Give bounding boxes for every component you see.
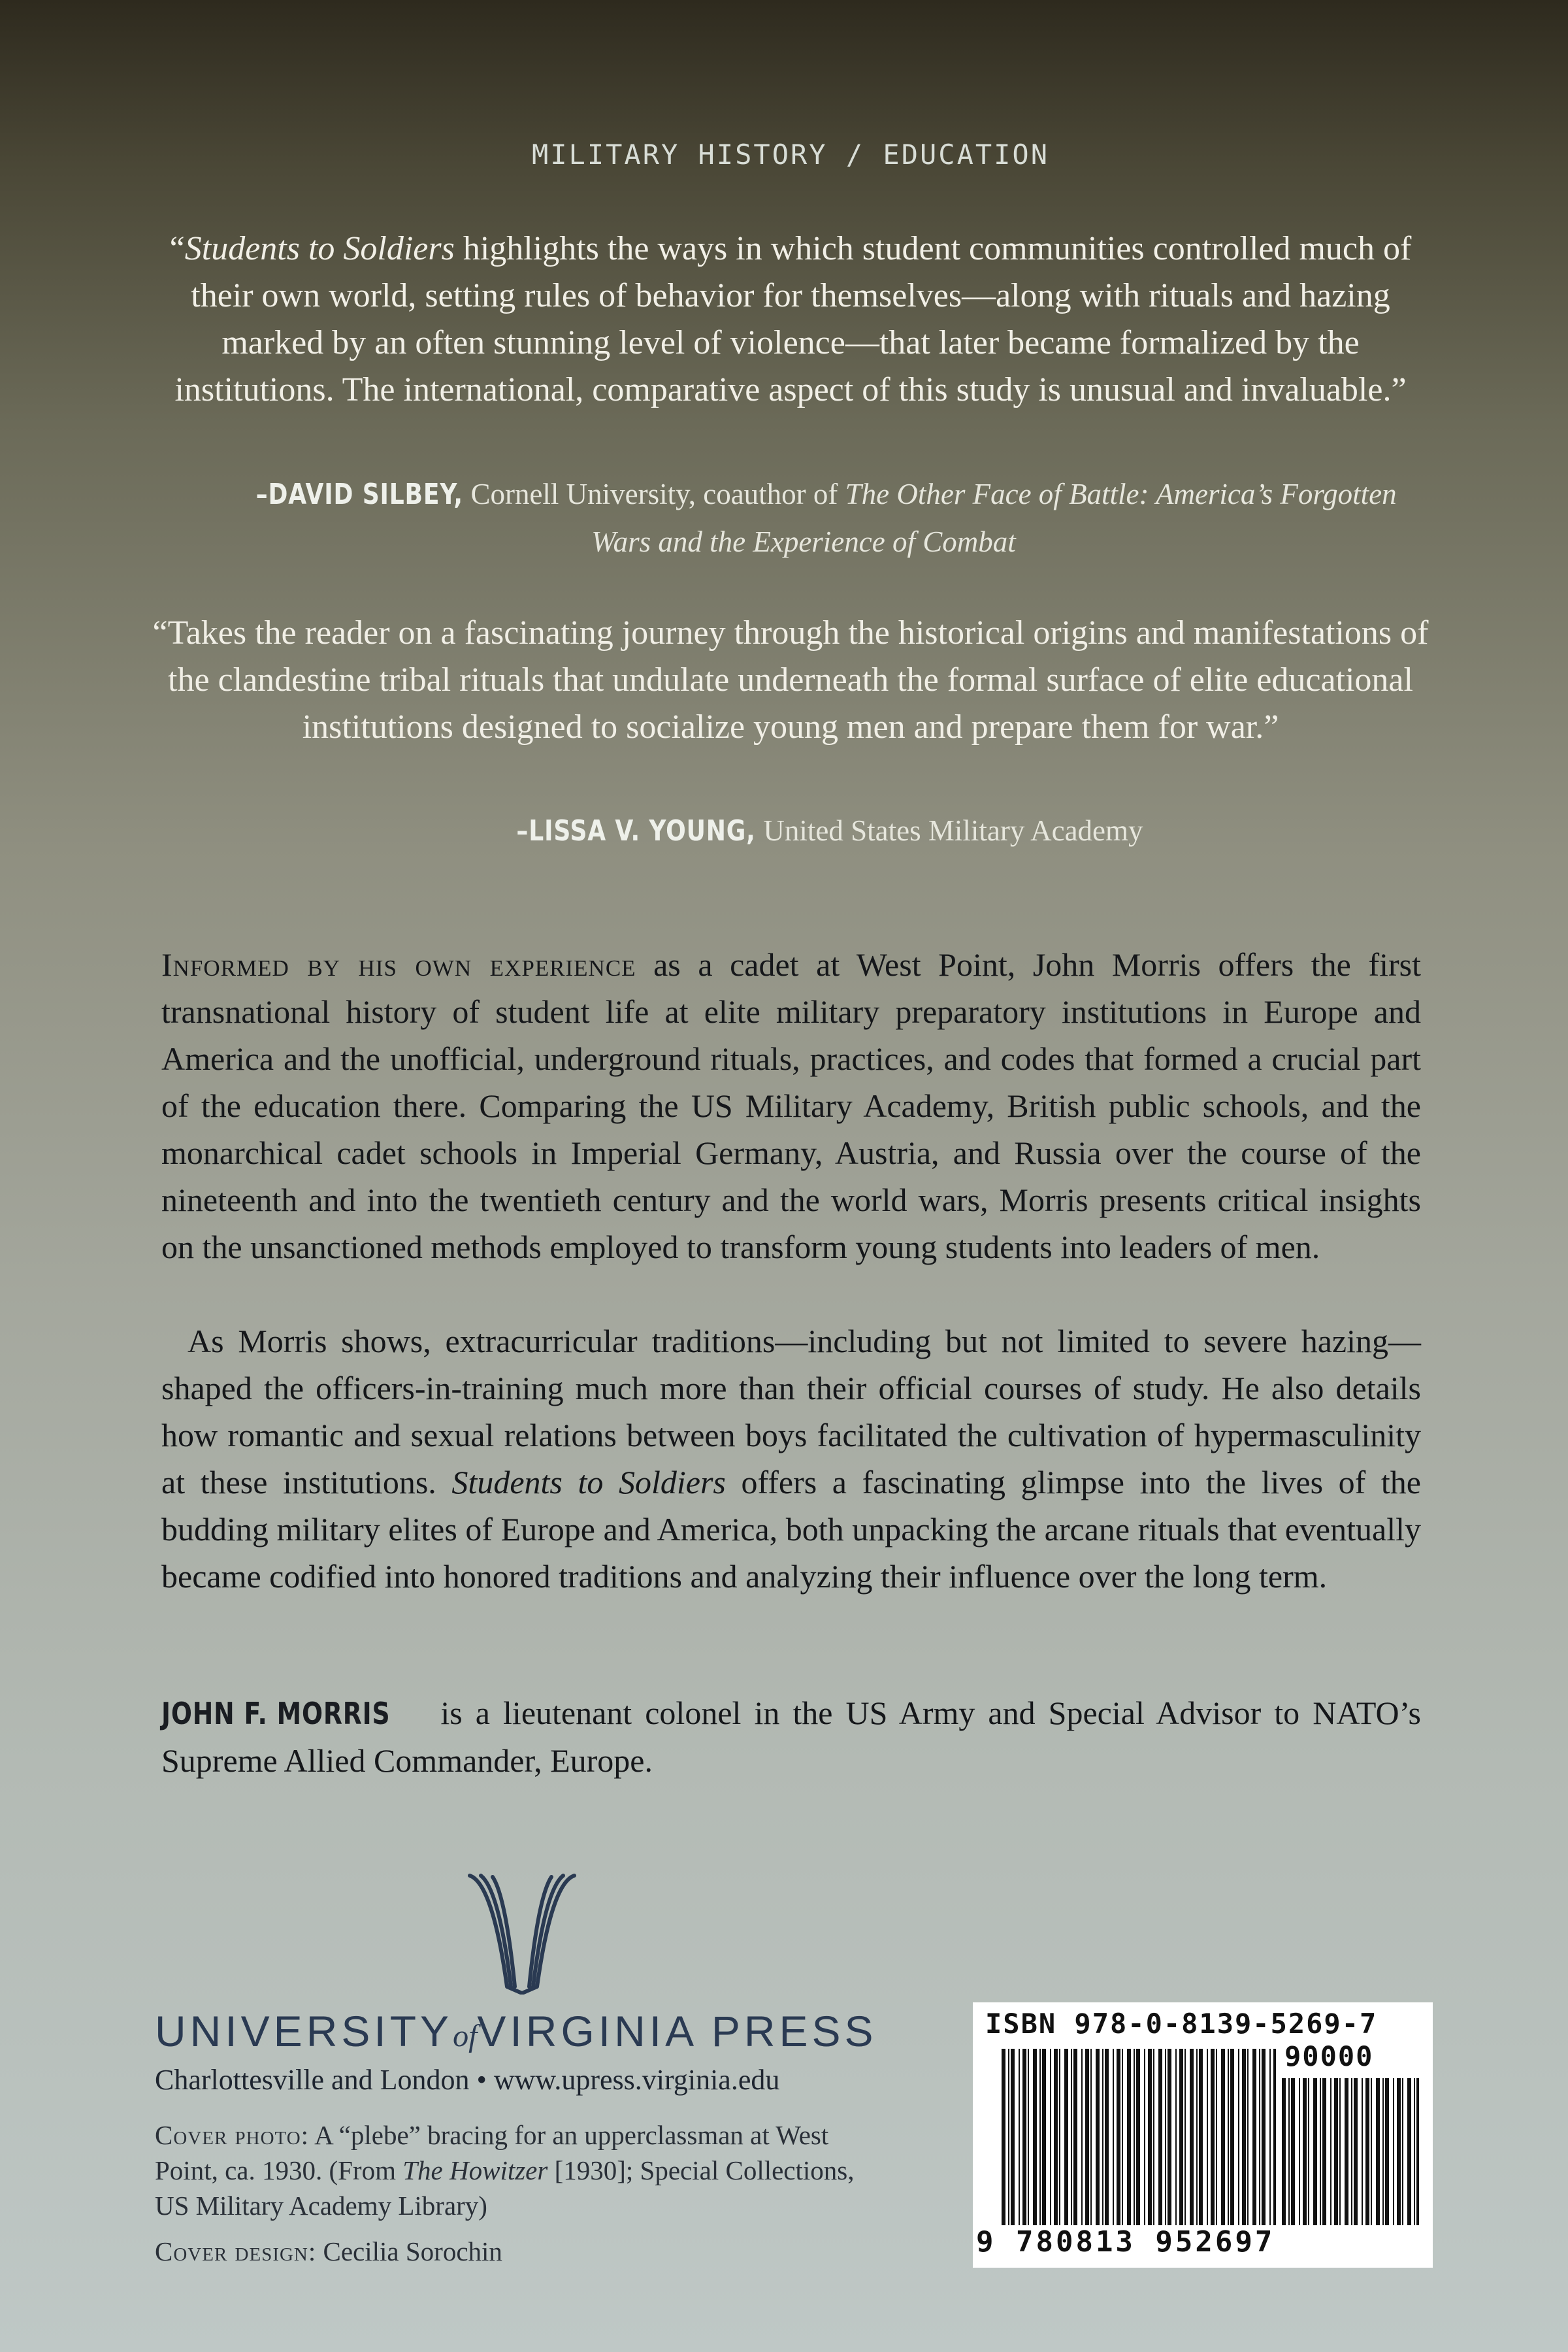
barcode-bar bbox=[1054, 2049, 1058, 2225]
publisher-name: UNIVERSITYofVIRGINIA PRESS bbox=[155, 2007, 877, 2055]
barcode-bar bbox=[1102, 2049, 1103, 2225]
barcode-bar bbox=[1071, 2049, 1072, 2225]
barcode-bar bbox=[1042, 2049, 1046, 2225]
barcode-bar bbox=[1019, 2049, 1020, 2225]
barcode-bar bbox=[1158, 2049, 1162, 2225]
barcode-bar bbox=[1073, 2049, 1077, 2225]
barcode-bars-icon bbox=[1002, 2049, 1276, 2225]
barcode-bar bbox=[1199, 2049, 1203, 2225]
barcode-bar bbox=[1011, 2049, 1015, 2225]
barcode-bar bbox=[1354, 2078, 1358, 2225]
barcode-bar bbox=[1022, 2049, 1026, 2225]
barcode-bar bbox=[1382, 2078, 1384, 2225]
blurb-attribution-1 bbox=[196, 471, 1411, 565]
quote-book-title: Students to Soldiers bbox=[184, 230, 455, 267]
barcode-bar bbox=[1196, 2049, 1198, 2225]
blurb-attribution-2 bbox=[196, 807, 1411, 855]
barcode-bar bbox=[1113, 2049, 1114, 2225]
barcode-bar bbox=[1096, 2049, 1100, 2225]
reviewer-name: –DAVID SILBEY, bbox=[255, 478, 464, 511]
category-label: MILITARY HISTORY / EDUCATION bbox=[531, 139, 1049, 171]
barcode-bar bbox=[1033, 2049, 1037, 2225]
barcode-bar bbox=[1064, 2049, 1068, 2225]
reviewer-book-title: The Other Face of Battle: America’s Forgotten Wars and the Experience of Combat bbox=[591, 478, 1397, 558]
barcode-bar bbox=[1247, 2049, 1249, 2225]
barcode-bar bbox=[1242, 2049, 1246, 2225]
barcode-bar bbox=[1393, 2078, 1394, 2225]
barcode-bar bbox=[1165, 2049, 1166, 2225]
reviewer-affiliation: United States Military Academy bbox=[756, 814, 1143, 847]
barcode-bar bbox=[1117, 2049, 1120, 2225]
description-book-title: Students to Soldiers bbox=[451, 1464, 726, 1500]
barcode-bar bbox=[1148, 2049, 1152, 2225]
quote-text: highlights the ways in which student communities controlled much of their own world, setting rules of behavior for themselves—along with rituals and hazing marked by an often stunning level of violence—that later became formalized by the institutions. The international, comparative aspect of this study is unusual and invaluable.” bbox=[174, 230, 1412, 408]
barcode-bar bbox=[1105, 2049, 1109, 2225]
barcode-bar bbox=[1262, 2049, 1266, 2225]
barcode-bar bbox=[1385, 2078, 1389, 2225]
description-paragraph-2 bbox=[161, 1317, 1421, 1600]
author-bio-text: is a lieutenant colonel in the US Army and Special Advisor to NATO’s Supreme Allied Commander, Europe. bbox=[161, 1695, 1421, 1779]
barcode-bar bbox=[1179, 2049, 1183, 2225]
barcode-bar bbox=[1308, 2078, 1309, 2225]
barcode-bar bbox=[1273, 2049, 1276, 2225]
barcode-bar bbox=[1144, 2049, 1145, 2225]
barcode-bar bbox=[1190, 2049, 1194, 2225]
barcode-bar bbox=[1230, 2049, 1234, 2225]
barcode-bar bbox=[1134, 2049, 1135, 2225]
barcode-bar bbox=[1008, 2049, 1009, 2225]
barcode-bar bbox=[1175, 2049, 1177, 2225]
barcode-bar bbox=[1252, 2049, 1256, 2225]
ean-number: 9 780813 952697 bbox=[976, 2225, 1275, 2259]
barcode-bar bbox=[1303, 2078, 1307, 2225]
barcode-bar bbox=[1136, 2049, 1140, 2225]
barcode-bar bbox=[1228, 2049, 1229, 2225]
description-paragraph-1 bbox=[161, 941, 1421, 1270]
barcode-bar bbox=[1090, 2049, 1092, 2225]
barcode-bar bbox=[1039, 2049, 1041, 2225]
barcode-bar bbox=[1238, 2049, 1239, 2225]
barcode-bar bbox=[1002, 2049, 1005, 2225]
barcode-bar bbox=[1122, 2049, 1123, 2225]
barcode-bar bbox=[1081, 2049, 1083, 2225]
blurb-quote-2: “Takes the reader on a fascinating journey through the historical origins and manifestations of the clandestine tribal rituals that undulate underneath the formal surface of elite educational institutions designed to socialize young men and prepare them for war.” bbox=[152, 614, 1429, 746]
barcode-bar bbox=[1313, 2078, 1317, 2225]
barcode-bar bbox=[1059, 2049, 1060, 2225]
description-text: as a cadet at West Point, John Morris offers the first transnational history of student life at elite military preparatory institutions in Europe and America and the unofficial, underground rituals, practices, and codes that formed a crucial part of the education there. Comparing the US Military Academy, British public schools, and the monarchical cadet schools in Imperial Germany, Austria, and Russia over the course of the nineteenth and into the twentieth century and the world wars, Morris presents critical insights on the unsanctioned methods employed to transform young students into leaders of men. bbox=[161, 946, 1421, 1265]
barcode-bar bbox=[1127, 2049, 1131, 2225]
barcode-bar bbox=[1282, 2078, 1286, 2225]
description-text: As Morris shows, extracurricular traditions—including but not limited to severe hazing—shaped the officers-in-training much more than their official courses of study. He also details how romantic and sexual relations between boys facilitated the cultivation of hypermasculinity at these institutions. bbox=[161, 1323, 1421, 1500]
author-name: JOHN F. MORRIS bbox=[161, 1696, 391, 1731]
description-lead-in: Informed by his own experience bbox=[161, 946, 636, 983]
blurb-quote-1 bbox=[150, 225, 1431, 414]
barcode-bar bbox=[1330, 2078, 1331, 2225]
barcode-bar bbox=[1416, 2078, 1419, 2225]
publisher-name-of: of bbox=[453, 2019, 478, 2053]
barcode-bar bbox=[1207, 2049, 1208, 2225]
description-text: offers a fascinating glimpse into the lives of the budding military elites of Europe and America, both unpacking the arcane rituals that eventually became codified into honored traditions and analyzing their influence over the long term. bbox=[161, 1464, 1421, 1595]
barcode-bar bbox=[1291, 2078, 1295, 2225]
barcode-bar bbox=[1269, 2049, 1271, 2225]
barcode-bar bbox=[1168, 2049, 1171, 2225]
barcode-bar bbox=[1322, 2078, 1326, 2225]
quote-open-mark: “ bbox=[169, 230, 185, 267]
barcode-bar bbox=[1184, 2049, 1186, 2225]
publisher-location: Charlottesville and London • www.upress.virginia.edu bbox=[155, 2064, 780, 2096]
credit-label: Cover photo: bbox=[155, 2120, 310, 2150]
barcode-bar bbox=[1085, 2049, 1089, 2225]
barcode-bar bbox=[1299, 2078, 1300, 2225]
barcode-bar bbox=[1334, 2078, 1338, 2225]
barcode-addon-bars-icon bbox=[1282, 2078, 1419, 2225]
barcode-bar bbox=[1376, 2078, 1380, 2225]
barcode-bar bbox=[1351, 2078, 1352, 2225]
barcode-bar bbox=[1320, 2078, 1321, 2225]
barcode-bar bbox=[1221, 2049, 1225, 2225]
barcode-bar bbox=[1288, 2078, 1290, 2225]
barcode-bar bbox=[1365, 2078, 1369, 2225]
barcode-bar bbox=[1371, 2078, 1372, 2225]
cover-design-credit: Cover design: Cecilia Sorochin bbox=[155, 2236, 502, 2266]
isbn-number: ISBN 978-0-8139-5269-7 bbox=[985, 2008, 1378, 2040]
credit-label: Cover design: bbox=[155, 2236, 317, 2266]
barcode-bar bbox=[1414, 2078, 1415, 2225]
price-code: 90000 bbox=[1284, 2040, 1374, 2072]
barcode-bar bbox=[1153, 2049, 1154, 2225]
barcode-bar bbox=[1345, 2078, 1348, 2225]
reviewer-affiliation: Cornell University, coauthor of bbox=[463, 478, 845, 510]
press-logo-icon bbox=[466, 1870, 578, 1995]
barcode-bar bbox=[1362, 2078, 1363, 2225]
barcode-bar bbox=[1339, 2078, 1341, 2225]
cover-photo-credit: Cover photo: A “plebe” bracing for an upperclassman at West Point, ca. 1930. (From The Howitzer [1930]; Special Collections, US Military Academy Library) bbox=[155, 2120, 855, 2221]
barcode-bar bbox=[1402, 2078, 1403, 2225]
barcode-bar bbox=[1407, 2078, 1411, 2225]
author-bio bbox=[161, 1689, 1421, 1784]
barcode-bar bbox=[1397, 2078, 1401, 2225]
barcode-bar bbox=[1211, 2049, 1215, 2225]
barcode-bar bbox=[1259, 2049, 1260, 2225]
reviewer-name: –LISSA V. YOUNG, bbox=[516, 814, 757, 848]
barcode-bar bbox=[1216, 2049, 1217, 2225]
barcode-bar bbox=[1028, 2049, 1029, 2225]
barcode-bar bbox=[1050, 2049, 1051, 2225]
